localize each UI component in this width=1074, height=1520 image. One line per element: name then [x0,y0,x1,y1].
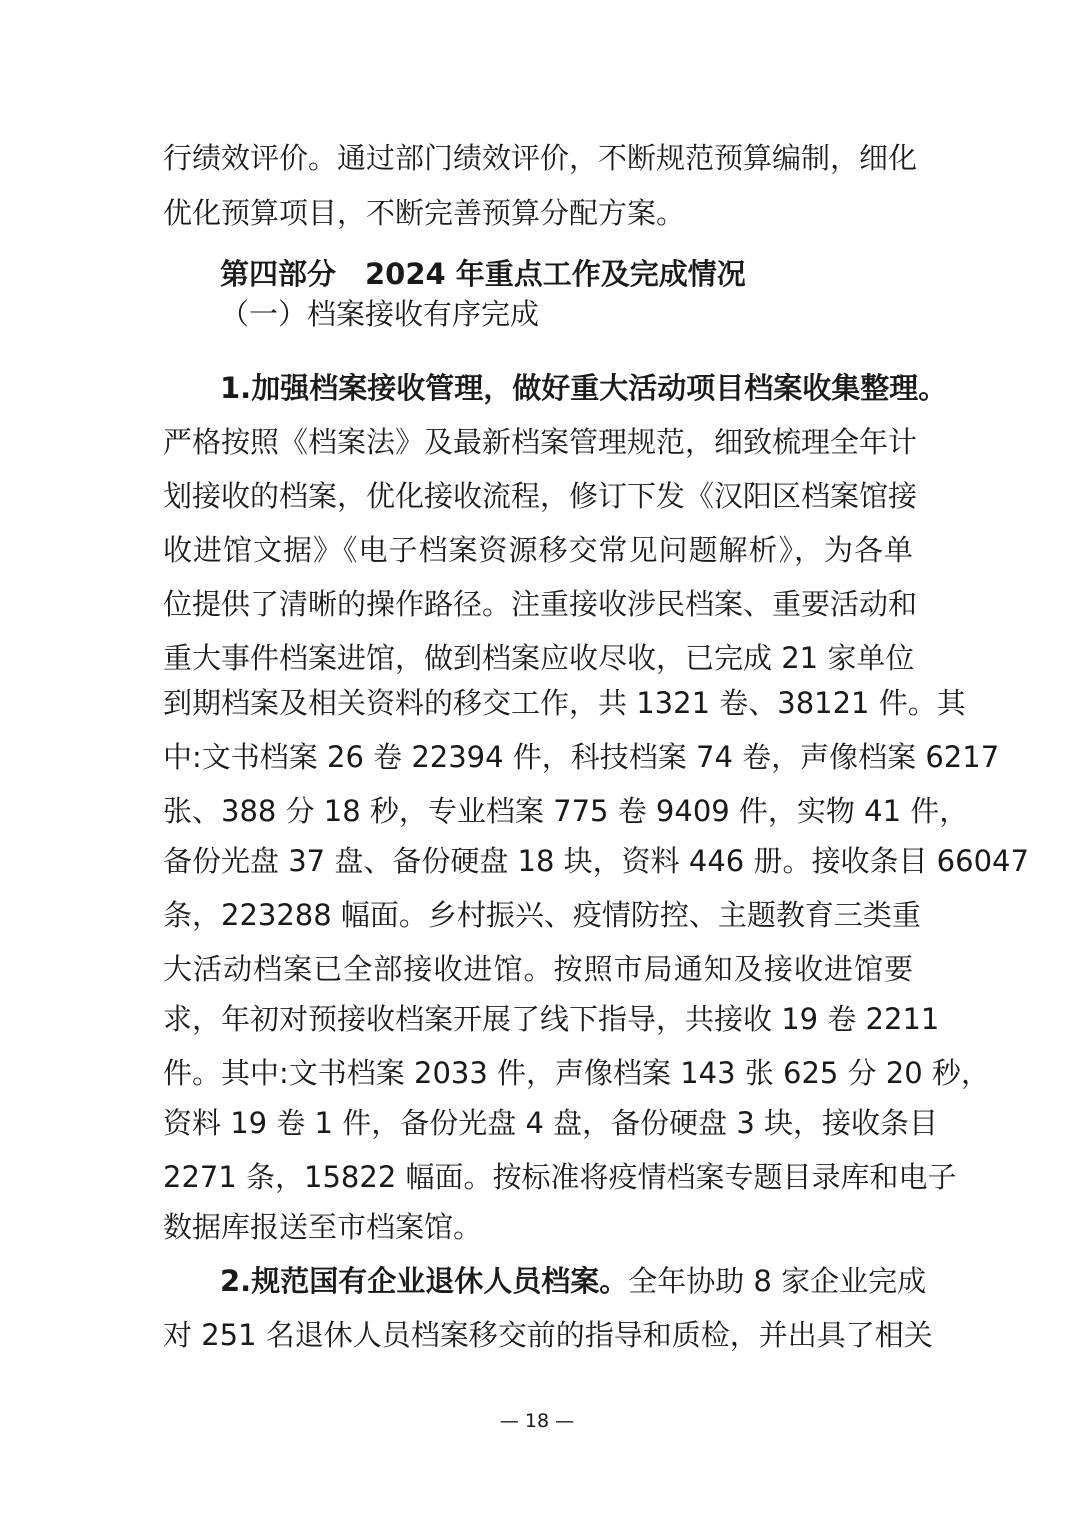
paragraph-line: 件。其中:文书档案 2033 件，声像档案 143 张 625 分 20 秒， [163,1056,990,1090]
item1-lead: 1.加强档案接收管理，做好重大活动项目档案收集整理。 [220,371,948,405]
item2-lead-rest: 全年协助 8 家企业完成 [628,1264,927,1298]
paragraph-line: 2271 条，15822 幅面。按标准将疫情档案专题目录库和电子 [163,1160,957,1194]
paragraph-line: 张、388 分 18 秒，专业档案 775 卷 9409 件，实物 41 件， [163,794,969,828]
paragraph-line: 数据库报送至市档案馆。 [163,1210,483,1244]
paragraph-line: 到期档案及相关资料的移交工作，共 1321 卷、38121 件。其 [163,686,966,720]
paragraph-line: 行绩效评价。通过部门绩效评价，不断规范预算编制，细化 [163,141,918,175]
item2-lead-line [220,1263,927,1299]
paragraph-line: 收进馆文据》《电子档案资源移交常见问题解析》，为各单 [163,533,913,567]
paragraph-line: 严格按照《档案法》及最新档案管理规范，细致梳理全年计 [163,425,918,459]
paragraph-line: 重大事件档案进馆，做到档案应收尽收，已完成 21 家单位 [163,641,915,675]
subsection-heading: （一）档案接收有序完成 [220,297,540,331]
paragraph-line: 条，223288 幅面。乡村振兴、疫情防控、主题教育三类重 [163,898,921,932]
paragraph-line: 中:文书档案 26 卷 22394 件，科技档案 74 卷，声像档案 6217 [163,740,1000,774]
paragraph-line: 对 251 名退休人员档案移交前的指导和质检，并出具了相关 [163,1318,933,1352]
paragraph-line: 资料 19 卷 1 件，备份光盘 4 盘，备份硬盘 3 块，接收条目 [163,1106,939,1140]
paragraph-line: 划接收的档案，优化接收流程，修订下发《汉阳区档案馆接 [163,479,918,513]
paragraph-line: 优化预算项目，不断完善预算分配方案。 [163,196,686,230]
paragraph-line: 位提供了清晰的操作路径。注重接收涉民档案、重要活动和 [163,587,918,621]
paragraph-line: 大活动档案已全部接收进馆。按照市局通知及接收进馆要 [163,952,913,986]
item2-lead: 2.规范国有企业退休人员档案。 [220,1264,629,1298]
paragraph-line: 求，年初对预接收档案开展了线下指导，共接收 19 卷 2211 [163,1002,940,1036]
page-number: — 18 — [499,1410,575,1432]
paragraph-line: 备份光盘 37 盘、备份硬盘 18 块，资料 446 册。接收条目 66047 [163,844,1029,878]
section-heading: 第四部分 2024 年重点工作及完成情况 [220,257,746,291]
